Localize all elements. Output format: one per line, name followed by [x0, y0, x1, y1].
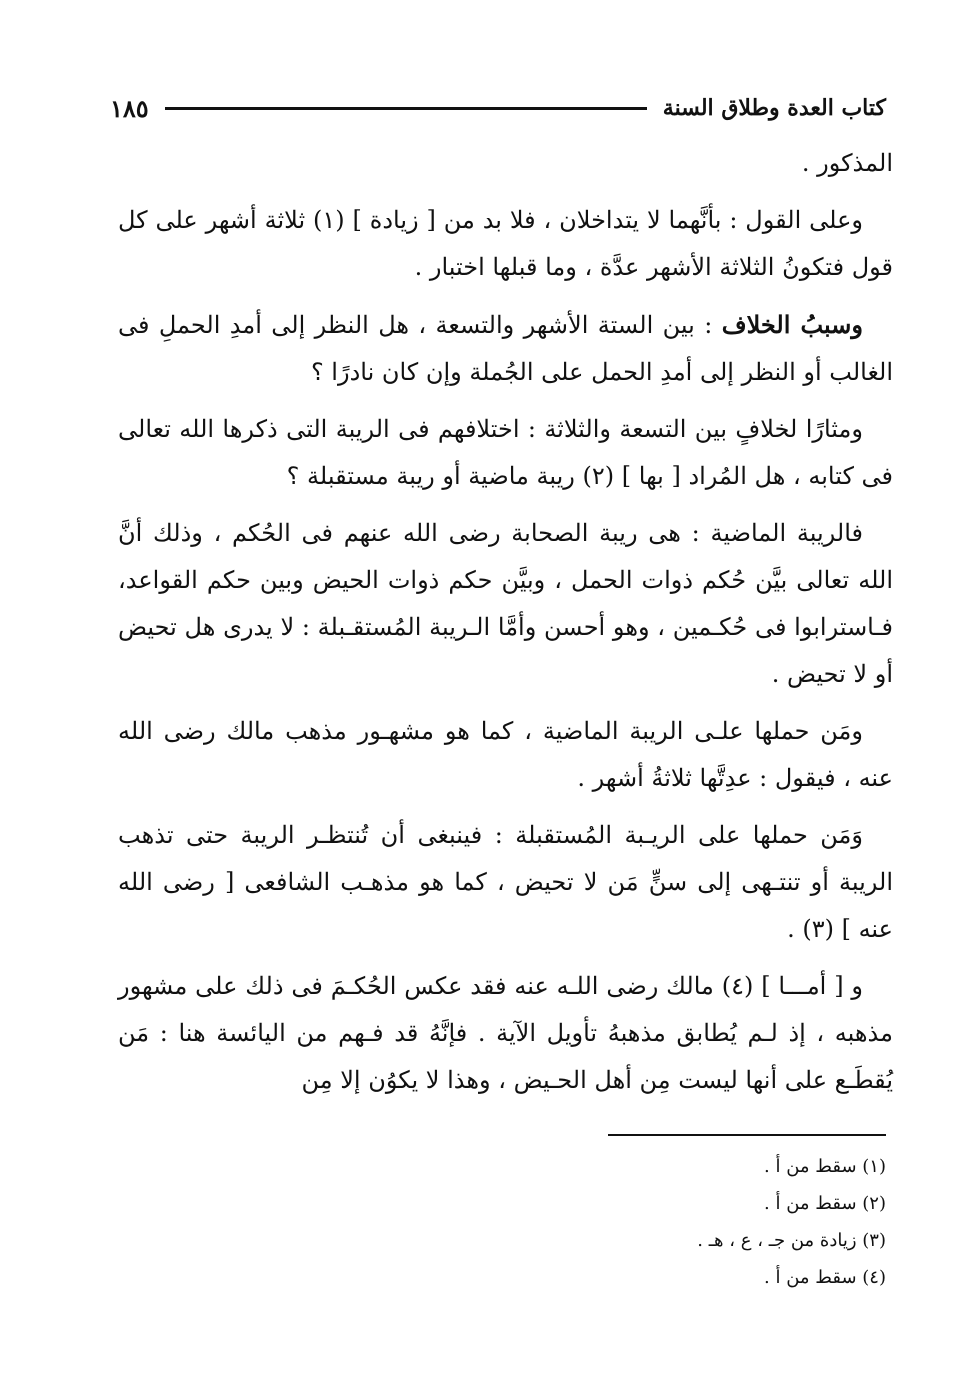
- paragraph-4: ومثارًا لخلافٍ بين التسعة والثلاثة : اختلافهم فى الريبة التى ذكرها الله تعالى فى كتابه ، هل المُراد [ بها ] (٢) ريبة ماضية أو ريبة مستقبلة ؟: [118, 415, 893, 490]
- paragraph-8: و [ أمـــا ] (٤) مالك رضى اللـه عنه فقد عكس الحُكـمَ فى ذلك على مشهور مذهبه ، إذ لـم يُطابق مذهبهُ تأويل الآية . فإنَّهُ قد فـهم من اليائسة هنا : مَن يُقطَـع على أنها ليست مِن أهل الحـيض ، وهذا لا يكوُن إلا مِن: [118, 972, 893, 1094]
- main-text: [118, 140, 893, 1114]
- paragraph-1: المذكور .: [801, 149, 893, 177]
- paragraph-2: وعلى القول : بأنَّهما لا يتداخلان ، فلا بد من [ زيادة ] (١) ثلاثة أشهر على كل قول فتكونُ الثلاثة الأشهر عدَّة ، وما قبلها اختبار .: [118, 206, 893, 281]
- paragraph-7: وَمَن حملها على الريـبة المُستقبلة : فينبغى أن تُنتظـر الريبة حتى تذهب الريبة أو تنتـهى إلى سنٍّ مَن لا تحيض ، كما هو مذهـب الشافعى [ رضى الله عنه ] (٣) .: [118, 821, 893, 943]
- paragraph-5: فالريبة الماضية : هى ريبة الصحابة رضى الله عنهم فى الحُكم ، وذلك أنَّ الله تعالى بيَّن حُكم ذوات الحمل ، وبيَّن حكم ذوات الحيض وبين حكم القواعد، فـاسترابوا فى حُكـمين ، وهو أحسن وأمَّا الـريبة المُستقـبلة : لا يدرى هل تحيض أو لا تحيض .: [118, 519, 893, 688]
- running-title: كتاب العدة وطلاق السنة: [662, 95, 886, 121]
- footnotes: [386, 1148, 886, 1296]
- footnote-3: (٣) زيادة من جـ ، ع ، هـ .: [697, 1230, 886, 1251]
- paragraph-3-text: : بين الستة الأشهر والتسعة ، هل النظر إلى أمدِ الحملِ فى الغالب أو النظر إلى أمدِ الحمل على الجُملة وإن كان نادرًا ؟: [118, 311, 893, 386]
- footnote-2: (٢) سقط من أ .: [764, 1193, 886, 1214]
- page-number: ١٨٥: [110, 93, 149, 123]
- footnote-separator: [608, 1134, 886, 1136]
- paragraph-3: [118, 301, 893, 396]
- paragraph-3-lead: وسببُ الخلاف: [721, 310, 863, 339]
- running-header: [110, 88, 886, 128]
- footnote-1: (١) سقط من أ .: [764, 1156, 886, 1177]
- footnote-4: (٤) سقط من أ .: [764, 1267, 886, 1288]
- header-rule: [165, 107, 647, 110]
- paragraph-6: ومَن حملها علـى الريبة الماضية ، كما هو مشهـور مذهب مالك رضى الله عنه ، فيقول : عدِتَّها ثلاثةُ أشهر .: [118, 717, 893, 792]
